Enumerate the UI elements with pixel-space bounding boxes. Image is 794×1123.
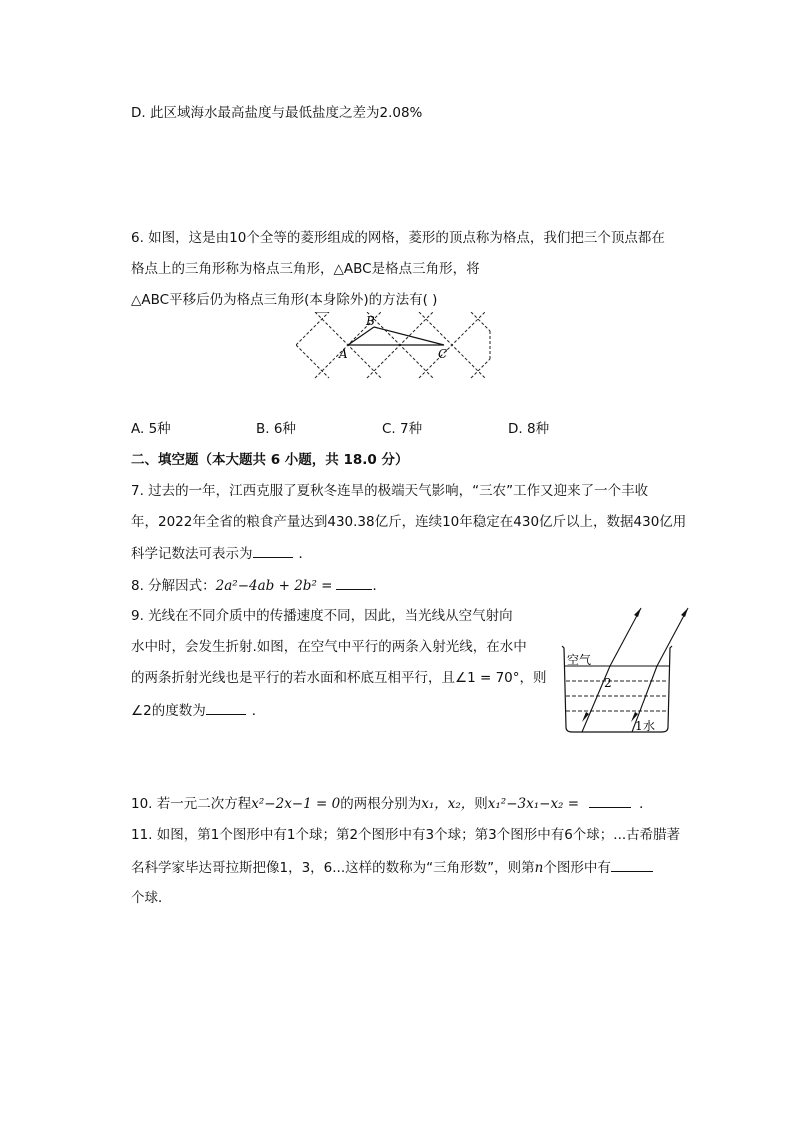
q11-text-line3: 个球． (131, 890, 172, 906)
q10-text (131, 793, 653, 814)
q10-answer-blank[interactable] (589, 793, 631, 808)
q11-mid: 个图形中有 (543, 860, 611, 876)
q11-text-line2 (131, 857, 653, 878)
q9-text-line2: 水中时，会发生折射.如图，在空气中平行的两条入射光线，在水中 (131, 639, 527, 655)
q9-text-line1: 9. 光线在不同介质中的传播速度不同，因此，当光线从空气射向 (131, 608, 513, 624)
q10-equation: x²−2x−1 = 0 (251, 796, 341, 812)
q6-rhombus-grid-figure (296, 312, 496, 382)
q9-suffix: ． (251, 703, 266, 719)
q8-suffix: ． (372, 578, 386, 594)
q10-mid: 的两根分别为 (340, 796, 422, 812)
section-heading-fill-in: 二、填空题（本大题共 6 小题，共 18.0 分） (131, 452, 409, 468)
q6-text-line1: 6. 如图，这是由10个全等的菱形组成的网格，菱形的顶点称为格点，我们把三个顶点都在 (131, 230, 665, 246)
q7-answer-blank[interactable] (253, 543, 293, 558)
arrow-2 (681, 608, 688, 617)
q6-option-b: B. 6种 (256, 421, 296, 437)
q7-suffix: ． (298, 546, 312, 562)
q10-roots: x₁，x₂， (421, 796, 475, 812)
q11-variable-n: n (534, 860, 544, 876)
label-c: C (438, 347, 448, 361)
q6-text-line3: △ABC平移后仍为格点三角形(本身除外)的方法有( ) (131, 292, 438, 308)
q9-text-line3: 的两条折射光线也是平行的若水面和杯底互相平行，且∠1 = 70°，则 (131, 670, 547, 686)
q7-prefix: 科学记数法可表示为 (131, 546, 253, 562)
label-air: 空气 (567, 653, 592, 667)
q8-text (131, 575, 386, 596)
q9-prefix: ∠2的度数为 (131, 703, 206, 719)
water-dashes (566, 681, 668, 711)
arrow-1 (634, 608, 641, 617)
label-b: B (366, 314, 375, 328)
q9-answer-blank[interactable] (206, 700, 246, 715)
q11-prefix: 名科学家毕达哥拉斯把像1，3，6...这样的数称为“三角形数”，则第 (131, 860, 535, 876)
incident-ray-1 (610, 608, 641, 666)
q6-option-c: C. 7种 (382, 421, 423, 437)
q6-option-a: A. 5种 (131, 421, 171, 437)
q10-expression: x₁²−3x₁−x₂ = (487, 796, 580, 812)
q11-answer-blank[interactable] (611, 857, 653, 872)
q10-suffix: ． (639, 796, 653, 812)
label-angle-1: 1 (635, 719, 643, 733)
q10-then: 则 (474, 796, 488, 812)
q8-expression: 2a²−4ab + 2b² = (215, 578, 333, 594)
incident-ray-2 (657, 608, 688, 666)
q6-text-line2: 格点上的三角形称为格点三角形，△ABC是格点三角形，将 (131, 261, 480, 277)
q9-refraction-figure (556, 604, 696, 738)
q7-text-line1: 7. 过去的一年，江西克服了夏秋冬连旱的极端天气影响，“三农”工作又迎来了一个丰收 (131, 483, 649, 499)
q8-answer-blank[interactable] (336, 575, 372, 590)
q10-prefix: 10. 若一元二次方程 (131, 796, 252, 812)
label-a: A (339, 347, 348, 361)
triangle-abc (348, 327, 444, 345)
q9-text-line4 (131, 700, 265, 721)
q6-option-d: D. 8种 (508, 421, 550, 437)
label-angle-2: 2 (604, 676, 612, 690)
q5-option-d: D. 此区域海水最高盐度与最低盐度之差为2.08% (131, 105, 423, 121)
q7-text-line3 (131, 543, 312, 564)
q8-prefix: 8. 分解因式： (131, 578, 216, 594)
q11-text-line1: 11. 如图，第1个图形中有1个球；第2个图形中有3个球；第3个图形中有6个球；...古希腊著 (131, 827, 681, 843)
q7-text-line2: 年，2022年全省的粮食产量达到430.38亿斤，连续10年稳定在430亿斤以上，数据430亿用 (131, 514, 687, 530)
label-water: 水 (643, 719, 656, 733)
